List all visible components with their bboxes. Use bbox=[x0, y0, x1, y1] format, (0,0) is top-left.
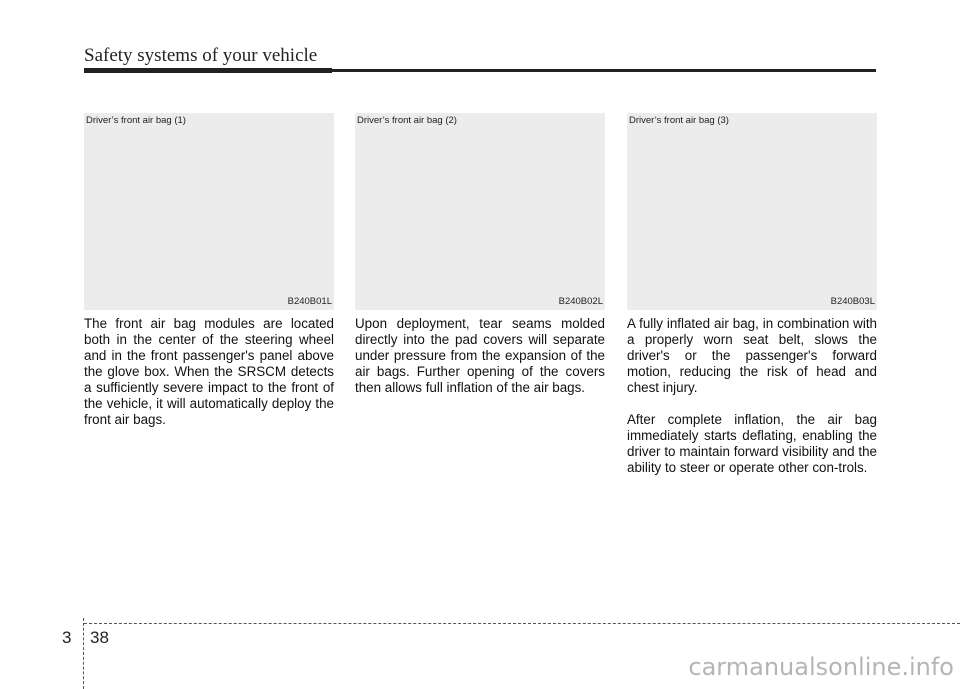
column-1-text bbox=[84, 316, 334, 444]
header-rule-accent bbox=[84, 68, 332, 73]
figure-code: B240B02L bbox=[558, 296, 603, 307]
footer-divider bbox=[83, 618, 84, 689]
column-2-text bbox=[355, 316, 605, 412]
figure-code: B240B03L bbox=[830, 296, 875, 307]
paragraph: After complete inflation, the air bag immediately starts deflating, enabling the driver to maintain forward visibility and the ability to steer or operate other con-trols. bbox=[627, 412, 877, 475]
chapter-number: 3 bbox=[62, 628, 72, 647]
section-title: Safety systems of your vehicle bbox=[84, 45, 318, 66]
figure-caption: Driver’s front air bag (2) bbox=[357, 115, 457, 126]
figure-airbag-2 bbox=[355, 113, 605, 310]
paragraph: Upon deployment, tear seams molded directly into the pad covers will separate under pressure from the expansion of the air bags. Further opening of the covers then allows full inflation of the air bags. bbox=[355, 316, 605, 395]
figure-code: B240B01L bbox=[287, 296, 332, 307]
figure-airbag-3 bbox=[627, 113, 877, 310]
column-3-text bbox=[627, 316, 877, 492]
footer-rule bbox=[84, 623, 960, 624]
watermark: carmanualsonline.info bbox=[688, 653, 954, 681]
figure-caption: Driver’s front air bag (1) bbox=[86, 115, 186, 126]
paragraph: A fully inflated air bag, in combination with a properly worn seat belt, slows the driver's or the passenger's forward motion, reducing the risk of head and chest injury. bbox=[627, 316, 877, 395]
page-number: 38 bbox=[90, 628, 109, 647]
figure-airbag-1 bbox=[84, 113, 334, 310]
paragraph: The front air bag modules are located both in the center of the steering wheel and in the front passenger's panel above the glove box. When the SRSCM detects a sufficiently severe impact to the front of the vehicle, it will automatically deploy the front air bags. bbox=[84, 316, 334, 427]
figure-caption: Driver’s front air bag (3) bbox=[629, 115, 729, 126]
